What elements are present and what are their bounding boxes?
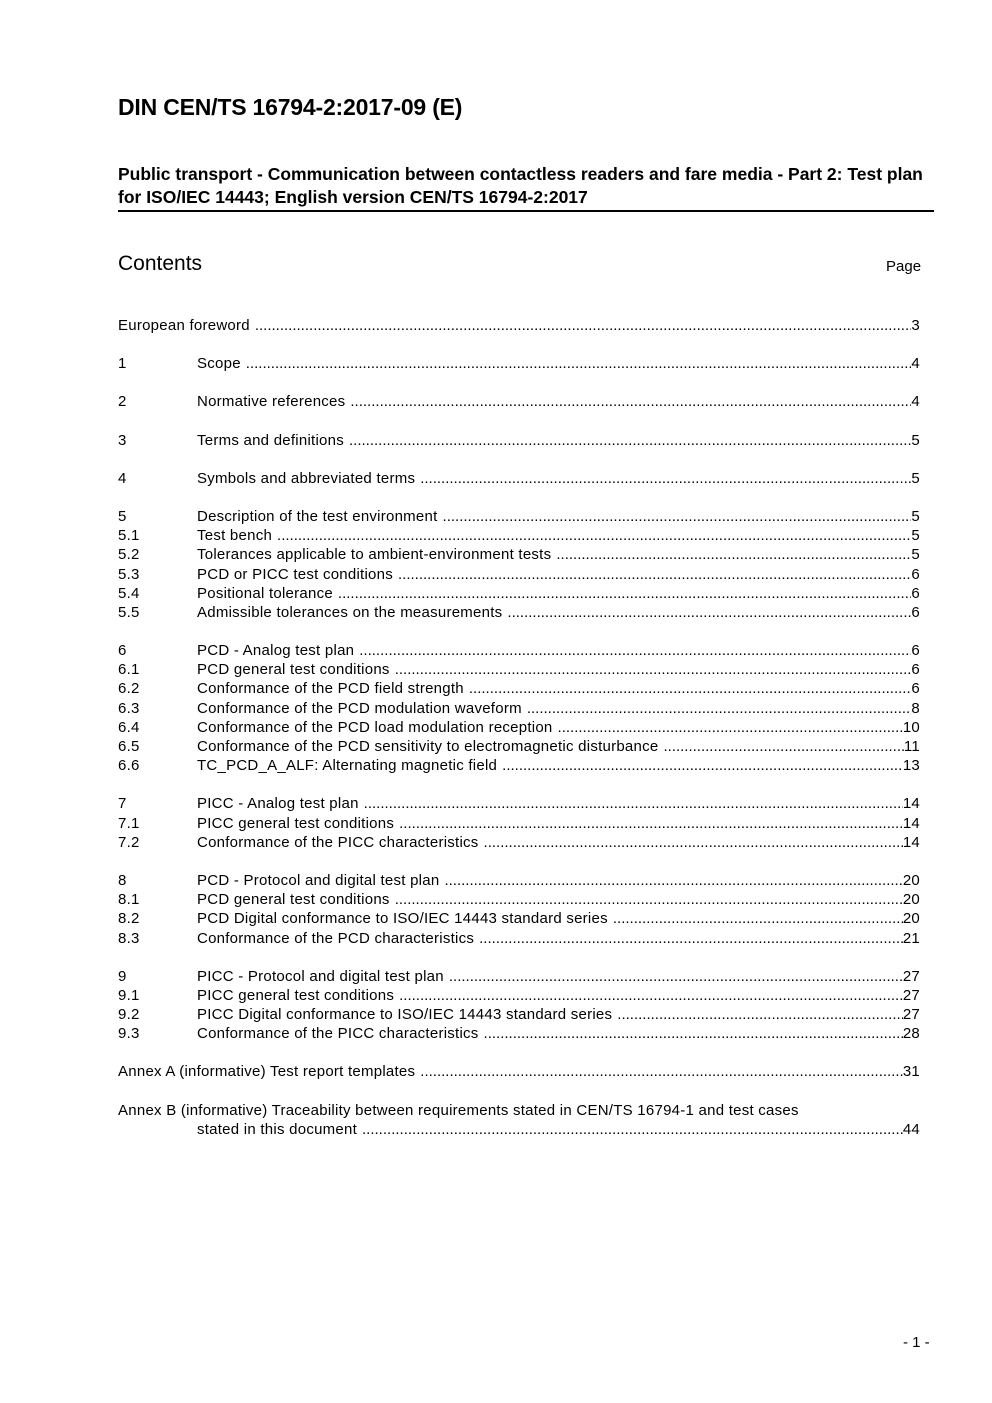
- toc-entry-6-1[interactable]: [118, 660, 920, 679]
- page-number: - 1 -: [903, 1334, 930, 1351]
- toc-leader-dots: [398, 565, 911, 584]
- toc-title: Conformance of the PICC characteristics: [197, 1025, 479, 1043]
- toc-entry-6-2[interactable]: [118, 679, 920, 698]
- toc-entry-8-1[interactable]: [118, 890, 920, 909]
- toc-entry-5-1[interactable]: [118, 526, 920, 545]
- toc-title: PCD - Protocol and digital test plan: [197, 871, 440, 889]
- toc-entry-6-3[interactable]: [118, 699, 920, 718]
- toc-entry-2[interactable]: [118, 392, 920, 411]
- toc-number: 6.2: [118, 680, 140, 698]
- toc-leader-dots: [444, 871, 902, 890]
- toc-leader-dots: [484, 1024, 903, 1043]
- toc-title: PCD Digital conformance to ISO/IEC 14443 standard series: [197, 910, 608, 928]
- toc-number: 6.4: [118, 718, 140, 736]
- toc-title: PCD general test conditions: [197, 891, 390, 909]
- toc-page: 28: [902, 1025, 920, 1043]
- toc-number: 5: [118, 507, 127, 525]
- toc-entry-6-6[interactable]: [118, 756, 920, 775]
- toc-title: PCD general test conditions: [197, 661, 390, 679]
- toc-title: Scope: [197, 355, 241, 373]
- toc-number: 6: [118, 642, 127, 660]
- toc-number: 6.3: [118, 699, 140, 717]
- toc-title: Conformance of the PCD characteristics: [197, 929, 475, 947]
- toc-title: Normative references: [197, 393, 346, 411]
- toc-entry-8-2[interactable]: [118, 909, 920, 928]
- toc-entry-6-5[interactable]: [118, 737, 920, 756]
- toc-leader-dots: [449, 967, 903, 986]
- toc-page: 14: [902, 833, 920, 851]
- toc-page: 44: [902, 1120, 920, 1138]
- toc-title: PCD or PICC test conditions: [197, 565, 393, 583]
- toc-leader-dots: [255, 316, 912, 335]
- toc-leader-dots: [420, 1062, 903, 1081]
- toc-page: 5: [911, 469, 920, 487]
- toc-leader-dots: [558, 718, 903, 737]
- toc-entry-6-4[interactable]: [118, 718, 920, 737]
- toc-title: Annex A (informative) Test report templates: [118, 1063, 416, 1081]
- toc-entry-annex-b[interactable]: [118, 1101, 920, 1120]
- toc-number: 7.2: [118, 833, 140, 851]
- toc-leader-dots: [349, 431, 911, 450]
- toc-leader-dots: [350, 392, 911, 411]
- toc-title: Description of the test environment: [197, 507, 438, 525]
- toc-page: 14: [902, 795, 920, 813]
- toc-entry-8-3[interactable]: [118, 929, 920, 948]
- toc-entry-7-2[interactable]: [118, 833, 920, 852]
- toc-entry-9[interactable]: [118, 967, 920, 986]
- toc-page: 20: [902, 910, 920, 928]
- toc-number: 6.1: [118, 661, 140, 679]
- toc-entry-5-4[interactable]: [118, 584, 920, 603]
- toc-number: 6.5: [118, 738, 140, 755]
- toc-title: PCD - Analog test plan: [197, 642, 355, 660]
- toc-page: 6: [911, 642, 920, 660]
- toc-entry-5[interactable]: [118, 507, 920, 526]
- toc-page: 4: [911, 393, 920, 411]
- toc-title: Tolerances applicable to ambient-environment tests: [197, 546, 552, 564]
- toc-leader-dots: [443, 507, 912, 526]
- toc-number: 5.2: [118, 546, 140, 564]
- toc-entry-5-3[interactable]: [118, 565, 920, 584]
- document-subtitle: Public transport - Communication between contactless readers and fare media - Part 2: Test plan for ISO/IEC 14443; English version CEN/TS 16794-2:2017: [118, 164, 923, 207]
- toc-page: 27: [902, 967, 920, 985]
- toc-number: 8.2: [118, 910, 140, 928]
- toc-leader-dots: [399, 814, 903, 833]
- page-column-label: Page: [886, 258, 922, 275]
- toc-leader-dots: [556, 545, 911, 564]
- toc-number: 5.4: [118, 584, 140, 602]
- toc-number: 5.1: [118, 527, 140, 545]
- toc-number: 5.5: [118, 603, 140, 621]
- toc-leader-dots: [420, 469, 911, 488]
- toc-entry-7[interactable]: [118, 794, 920, 813]
- toc-entry-annex-a[interactable]: [118, 1062, 920, 1081]
- toc-number: 8.3: [118, 929, 140, 947]
- toc-page: 27: [902, 986, 920, 1004]
- toc-page: 13: [902, 757, 920, 775]
- toc-page: 6: [911, 565, 920, 583]
- toc-entry-9-2[interactable]: [118, 1005, 920, 1024]
- toc-leader-dots: [617, 1005, 903, 1024]
- toc-leader-dots: [362, 1120, 903, 1139]
- toc-title: TC_PCD_A_ALF: Alternating magnetic field: [197, 757, 498, 775]
- toc-title: Test bench: [197, 527, 273, 545]
- toc-title: Conformance of the PCD load modulation reception: [197, 718, 553, 736]
- toc-page: 6: [911, 661, 920, 679]
- toc-number: 7: [118, 795, 127, 813]
- toc-number: 9: [118, 967, 127, 985]
- toc-entry-1[interactable]: [118, 354, 920, 373]
- toc-page: 6: [911, 584, 920, 602]
- toc-entry-foreword[interactable]: [118, 316, 920, 335]
- toc-page: 8: [911, 699, 920, 717]
- toc-entry-5-2[interactable]: [118, 545, 920, 564]
- toc-entry-6[interactable]: [118, 641, 920, 660]
- document-id: DIN CEN/TS 16794-2:2017-09 (E): [118, 94, 463, 120]
- toc-number: 8: [118, 871, 127, 889]
- toc-title: Conformance of the PCD field strength: [197, 680, 464, 698]
- toc-leader-dots: [246, 354, 912, 373]
- toc-title: PICC general test conditions: [197, 814, 395, 832]
- toc-page: 14: [902, 814, 920, 832]
- toc-leader-dots: [399, 986, 903, 1005]
- toc-number: 4: [118, 469, 127, 487]
- toc-page: 5: [911, 546, 920, 564]
- toc-number: 5.3: [118, 565, 140, 583]
- toc-leader-dots: [359, 641, 911, 660]
- toc-leader-dots: [663, 737, 903, 756]
- toc-number: 1: [118, 355, 127, 373]
- toc-title: Conformance of the PCD modulation waveform: [197, 699, 522, 717]
- toc-leader-dots: [338, 584, 911, 603]
- toc-page: 21: [902, 929, 920, 947]
- toc-page: 4: [911, 355, 920, 373]
- toc-number: 2: [118, 393, 127, 411]
- toc-page: 27: [902, 1006, 920, 1024]
- toc-number: 9.2: [118, 1006, 140, 1024]
- toc-entry-9-1[interactable]: [118, 986, 920, 1005]
- toc-leader-dots: [479, 929, 903, 948]
- toc-page: 11: [903, 738, 920, 755]
- toc-number: 8.1: [118, 891, 140, 909]
- toc-title: Annex B (informative) Traceability between requirements stated in CEN/TS 16794-1 and test cases: [118, 1101, 799, 1119]
- toc-leader-dots: [364, 794, 903, 813]
- toc-title: Admissible tolerances on the measurements: [197, 603, 503, 621]
- toc-leader-dots: [507, 603, 911, 622]
- toc-title: Conformance of the PICC characteristics: [197, 833, 479, 851]
- toc-entry-8[interactable]: [118, 871, 920, 890]
- toc-number: 9.3: [118, 1025, 140, 1043]
- toc-entry-9-3[interactable]: [118, 1024, 920, 1043]
- toc-leader-dots: [502, 756, 903, 775]
- toc-title: PICC general test conditions: [197, 986, 395, 1004]
- toc-page: 6: [911, 603, 920, 621]
- toc-title: Symbols and abbreviated terms: [197, 469, 416, 487]
- toc-title: Terms and definitions: [197, 431, 344, 449]
- toc-page: 5: [911, 507, 920, 525]
- toc-page: 31: [902, 1063, 920, 1081]
- toc-page: 5: [911, 527, 920, 545]
- toc-number: 3: [118, 431, 127, 449]
- toc-number: 9.1: [118, 986, 140, 1004]
- toc-page: 3: [911, 317, 920, 334]
- toc-leader-dots: [395, 660, 912, 679]
- toc-entry-7-1[interactable]: [118, 814, 920, 833]
- toc-entry-5-5[interactable]: [118, 603, 920, 622]
- toc-page: 5: [911, 431, 920, 449]
- toc-number: 7.1: [118, 814, 140, 832]
- toc-title: PICC Digital conformance to ISO/IEC 14443 standard series: [197, 1006, 613, 1024]
- toc-title: European foreword: [118, 317, 250, 334]
- toc-title: PICC - Protocol and digital test plan: [197, 967, 444, 985]
- toc-page: 20: [902, 871, 920, 889]
- toc-title: Conformance of the PCD sensitivity to electromagnetic disturbance: [197, 738, 659, 755]
- toc-leader-dots: [277, 526, 911, 545]
- toc-leader-dots: [613, 909, 903, 928]
- toc-leader-dots: [469, 679, 912, 698]
- toc-title: PICC - Analog test plan: [197, 795, 359, 813]
- toc-entry-4[interactable]: [118, 469, 920, 488]
- toc-leader-dots: [527, 699, 912, 718]
- toc-page: 10: [902, 718, 920, 736]
- toc-page: 6: [911, 680, 920, 698]
- table-of-contents: [118, 316, 920, 1139]
- title-divider: [118, 210, 934, 212]
- toc-title-continuation: stated in this document: [197, 1120, 358, 1138]
- toc-entry-3[interactable]: [118, 431, 920, 450]
- toc-page: 20: [902, 891, 920, 909]
- toc-leader-dots: [395, 890, 903, 909]
- contents-heading: Contents: [118, 252, 203, 275]
- toc-entry-annex-b-cont[interactable]: [118, 1120, 920, 1139]
- toc-title: Positional tolerance: [197, 584, 333, 602]
- toc-leader-dots: [484, 833, 903, 852]
- toc-number: 6.6: [118, 757, 140, 775]
